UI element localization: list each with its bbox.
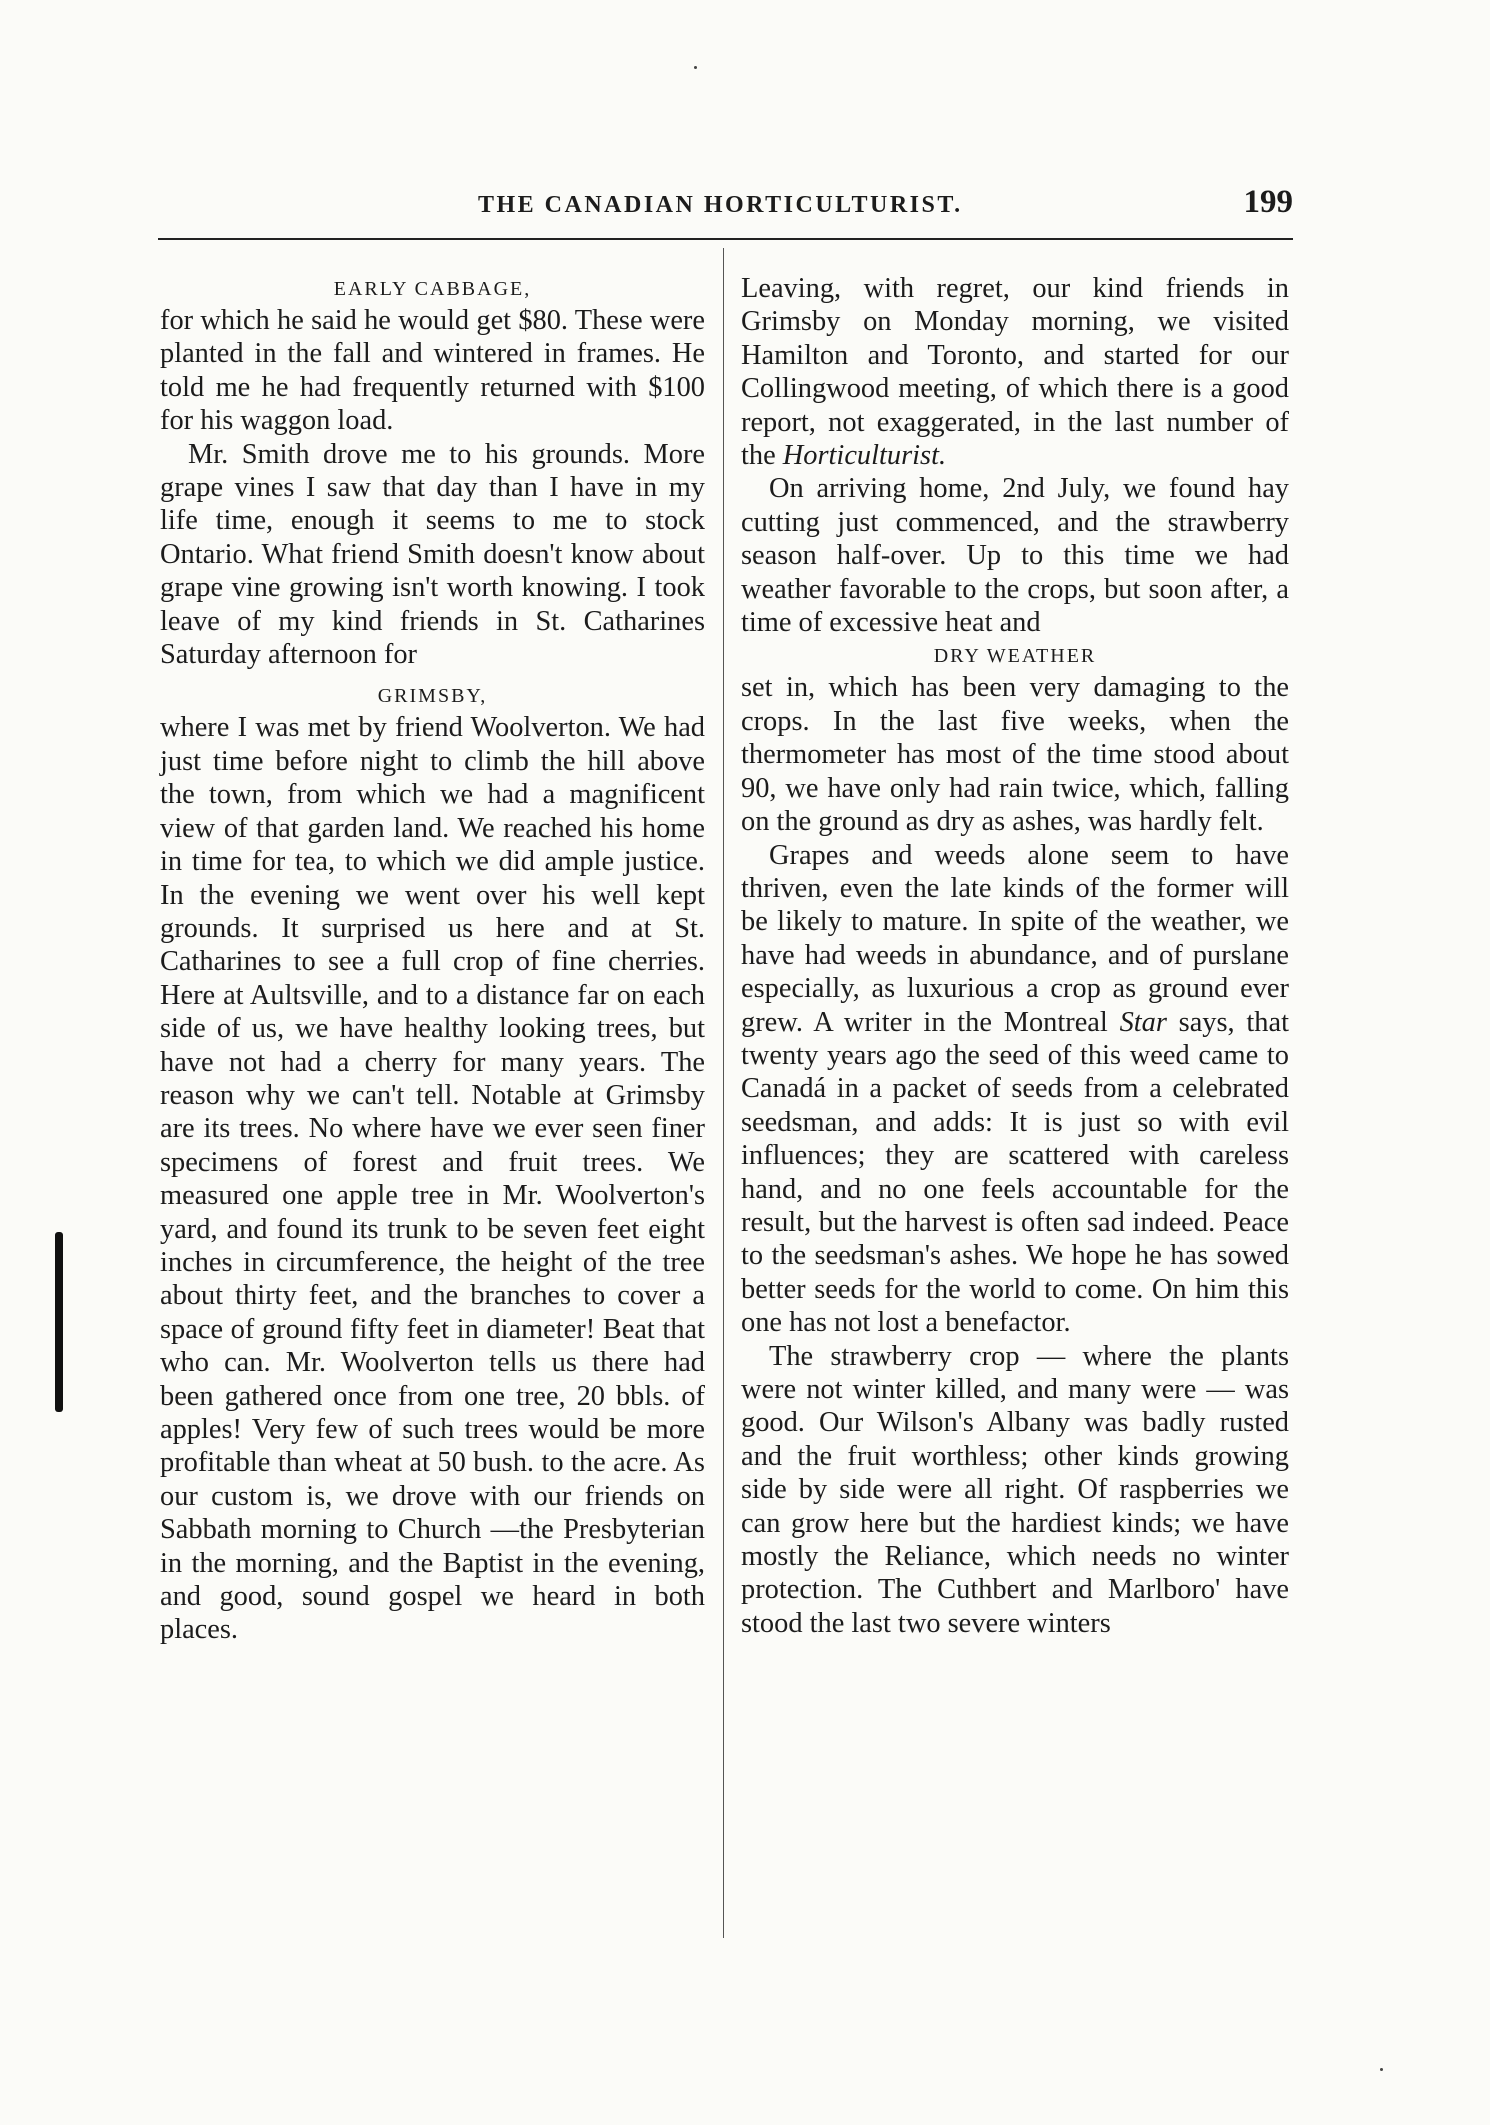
speck: [694, 66, 697, 69]
paragraph: Mr. Smith drove me to his grounds. More grape vines I saw that day than I have in my life time, enough it seems to me to stock Ontario. What friend Smith doesn't know about grape vine growing isn't worth knowing. I took leave of my kind friends in St. Catharines Saturday afternoon for: [160, 438, 705, 671]
paragraph: The strawberry crop — where the plants were not winter killed, and many were — was good. Our Wilson's Albany was badly rusted and the fruit worthless; other kinds growing side by side were all right. Of raspberries we can grow here but the hardiest kinds; we have mostly the Reliance, which needs no winter protection. The Cuthbert and Marlboro' have stood the last two severe winters: [741, 1340, 1289, 1639]
paragraph-text: says, that twenty years ago the seed of this weed came to Canadá in a packet of seeds from a celebrated seedsman, and adds: It is just so with evil influences; they are scattered with careless hand, and no one feels accountable for the result, but the harvest is often sad indeed. Peace to the seedsman's ashes. We hope he has sowed better seeds for the world to come. On him this one has not lost a benefactor.: [741, 1006, 1289, 1339]
section-heading-dry-weather: DRY WEATHER: [933, 645, 1097, 668]
running-head: THE CANADIAN HORTICULTURIST.: [478, 192, 963, 218]
margin-mark: [55, 1232, 63, 1412]
speck: [1380, 2068, 1383, 2071]
page-header: [158, 184, 1293, 234]
italic-title: Horticulturist.: [782, 440, 947, 472]
italic-title: Star: [1119, 1006, 1167, 1038]
paragraph-text: Leaving, with regret, our kind friends in Grimsby on Monday morning, we visited Hamilton and Toronto, and started for our Collingwood meeting, of which there is a good report, not exaggerated, in the last number of the: [741, 273, 1289, 472]
paragraph: where I was met by friend Woolverton. We had just time before night to climb the hill above the town, from which we had a magnificent view of that garden land. We reached his home in time for tea, to which we did ample justice. In the evening we went over his well kept grounds. It surprised us here and at St. Catharines to see a full crop of fine cherries. Here at Aultsville, and to a distance far on each side of us, we have healthy looking trees, but have not had a cherry for many years. The reason why we can't tell. Notable at Grimsby are its trees. No where have we ever seen finer specimens of forest and fruit trees. We measured one apple tree in Mr. Woolverton's yard, and found its trunk to be seven feet eight inches in circumference, the height of the tree about thirty feet, and the branches to cover a space of ground fifty feet in diameter! Beat that who can. Mr. Woolverton tells us there had been gathered once from one tree, 20 bbls. of apples! Very few of such trees would be more profitable than wheat at 50 bush. to the acre. As our custom is, we drove with our friends on Sabbath morning to Church —the Presbyterian in the morning, and the Baptist in the evening, and good, sound gospel we heard in both places.: [160, 712, 705, 1646]
column-divider: [723, 248, 724, 1938]
page-number: 199: [1243, 184, 1293, 220]
left-column: [160, 272, 705, 1647]
paragraph: [741, 839, 1289, 1340]
section-heading-early-cabbage: EARLY CABBAGE,: [333, 278, 532, 300]
paragraph-text: Grapes and weeds alone seem to have thriven, even the late kinds of the former will be likely to mature. In spite of the weather, we have had weeds in abundance, and of purslane especially, as luxurious a crop as ground ever grew. A writer in the Montreal: [741, 839, 1289, 1038]
header-rule: [158, 238, 1293, 240]
paragraph: set in, which has been very damaging to the crops. In the last five weeks, when the thermometer has most of the time stood about 90, we have only had rain twice, which, falling on the ground as dry as ashes, was hardly felt.: [741, 672, 1289, 838]
section-heading-grimsby: GRIMSBY,: [377, 685, 488, 708]
paragraph: for which he said he would get $80. These were planted in the fall and wintered in frames. He told me he had frequently returned with $100 for his waggon load.: [160, 305, 705, 437]
paragraph: On arriving home, 2nd July, we found hay cutting just commenced, and the strawberry season half-over. Up to this time we had weather favorable to the crops, but soon after, a time of excessive heat and: [741, 473, 1289, 639]
right-column: [741, 272, 1289, 1640]
paragraph: [741, 272, 1289, 472]
